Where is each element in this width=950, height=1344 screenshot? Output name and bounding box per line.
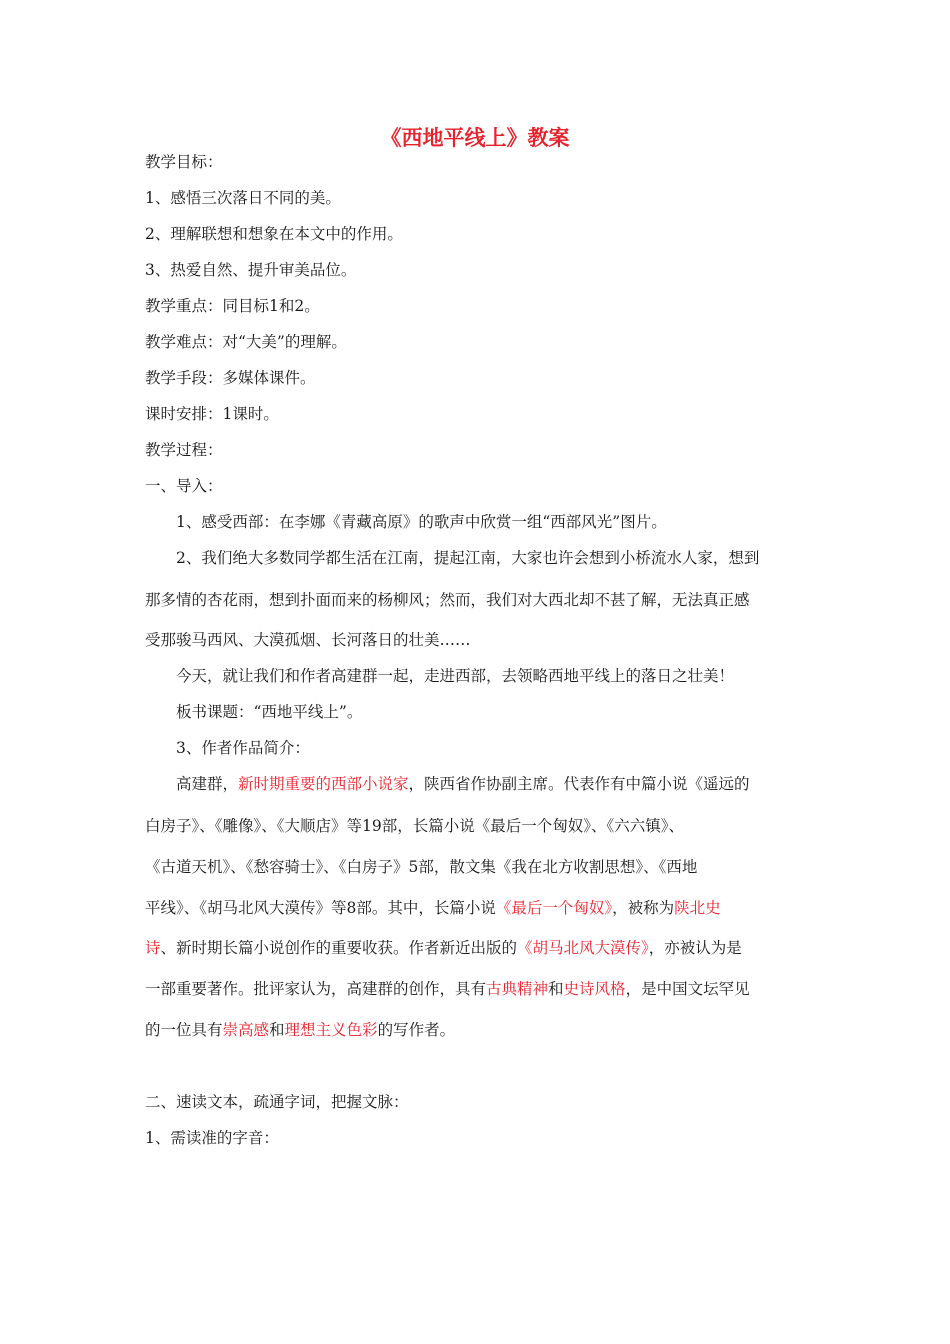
highlight-text: 史诗风格 [563, 980, 626, 998]
section2-item1: 1、需读准的字音： [145, 1129, 279, 1147]
author-intro-line: 《古道天机》、《愁容骑士》、《白房子》5部，散文集《我在北方收割思想》、《西地 [145, 858, 698, 876]
highlight-text: 新时期重要的西部小说家 [238, 775, 409, 793]
key-points: 教学重点：同目标1和2。 [145, 297, 320, 315]
difficulty: 教学难点：对“大美”的理解。 [145, 333, 347, 351]
text-run: ，陕西省作协副主席。代表作有中篇小说《遥远的 [408, 775, 750, 793]
highlight-text: 崇高感 [222, 1021, 270, 1039]
highlight-text: 陕北史 [674, 899, 721, 917]
author-intro-line [145, 938, 742, 958]
author-intro-line [145, 898, 721, 918]
section1-item2-line: 受那骏马西风、大漠孤烟、长河落日的壮美…… [145, 631, 471, 649]
text-run: 高建群， [176, 775, 239, 793]
text-run: ，是中国文坛罕见 [625, 980, 750, 998]
objective-item: 2、理解联想和想象在本文中的作用。 [145, 225, 403, 243]
author-intro-line [176, 774, 750, 794]
author-intro-line: 白房子》、《雕像》、《大顺店》等19部，长篇小说《最后一个匈奴》、《六六镇》、 [145, 817, 684, 835]
section1-item3: 3、作者作品简介： [176, 739, 310, 757]
highlight-text: 古典精神 [486, 980, 549, 998]
section2-heading: 二、速读文本，疏通字词，把握文脉： [145, 1093, 409, 1111]
objective-item: 3、热爱自然、提升审美品位。 [145, 261, 357, 279]
section1-item2-line: 那多情的杏花雨，想到扑面而来的杨柳风；然而，我们对大西北却不甚了解，无法真正感 [145, 591, 750, 609]
today-line: 今天，就让我们和作者高建群一起，走进西部，去领略西地平线上的落日之壮美！ [176, 667, 735, 685]
text-run: 和 [269, 1021, 285, 1039]
highlight-text: 《最后一个匈奴》 [495, 899, 613, 917]
section1-heading: 一、导入： [145, 477, 223, 495]
teaching-means: 教学手段：多媒体课件。 [145, 369, 316, 387]
text-run: 的写作者。 [377, 1021, 456, 1039]
text-run: 平线》、《胡马北风大漠传》等8部。其中，长篇小说 [145, 899, 496, 917]
section1-item1: 1、感受西部：在李娜《青藏高原》的歌声中欣赏一组“西部风光”图片。 [176, 513, 667, 531]
highlight-text: 理想主义色彩 [284, 1021, 378, 1039]
text-run: 、新时期长篇小说创作的重要收获。作者新近出版的 [160, 939, 518, 957]
text-run: ，亦被认为是 [648, 939, 742, 957]
objective-item: 1、感悟三次落日不同的美。 [145, 189, 341, 207]
objectives-heading: 教学目标： [145, 153, 223, 171]
text-run: 的一位具有 [145, 1021, 223, 1039]
section1-item2-line: 2、我们绝大多数同学都生活在江南，提起江南，大家也许会想到小桥流水人家，想到 [176, 549, 760, 567]
process-heading: 教学过程： [145, 441, 223, 459]
author-intro-line [145, 979, 750, 999]
schedule: 课时安排：1课时。 [145, 405, 279, 423]
text-run: 一部重要著作。批评家认为，高建群的创作，具有 [145, 980, 487, 998]
text-run: 和 [548, 980, 564, 998]
highlight-text: 《胡马北风大漠传》 [517, 939, 649, 957]
text-run: ，被称为 [612, 899, 675, 917]
document-title: 《西地平线上》教案 [380, 126, 570, 150]
highlight-text: 诗 [145, 939, 161, 957]
author-intro-line [145, 1020, 455, 1040]
board-title: 板书课题：“西地平线上”。 [176, 703, 363, 721]
